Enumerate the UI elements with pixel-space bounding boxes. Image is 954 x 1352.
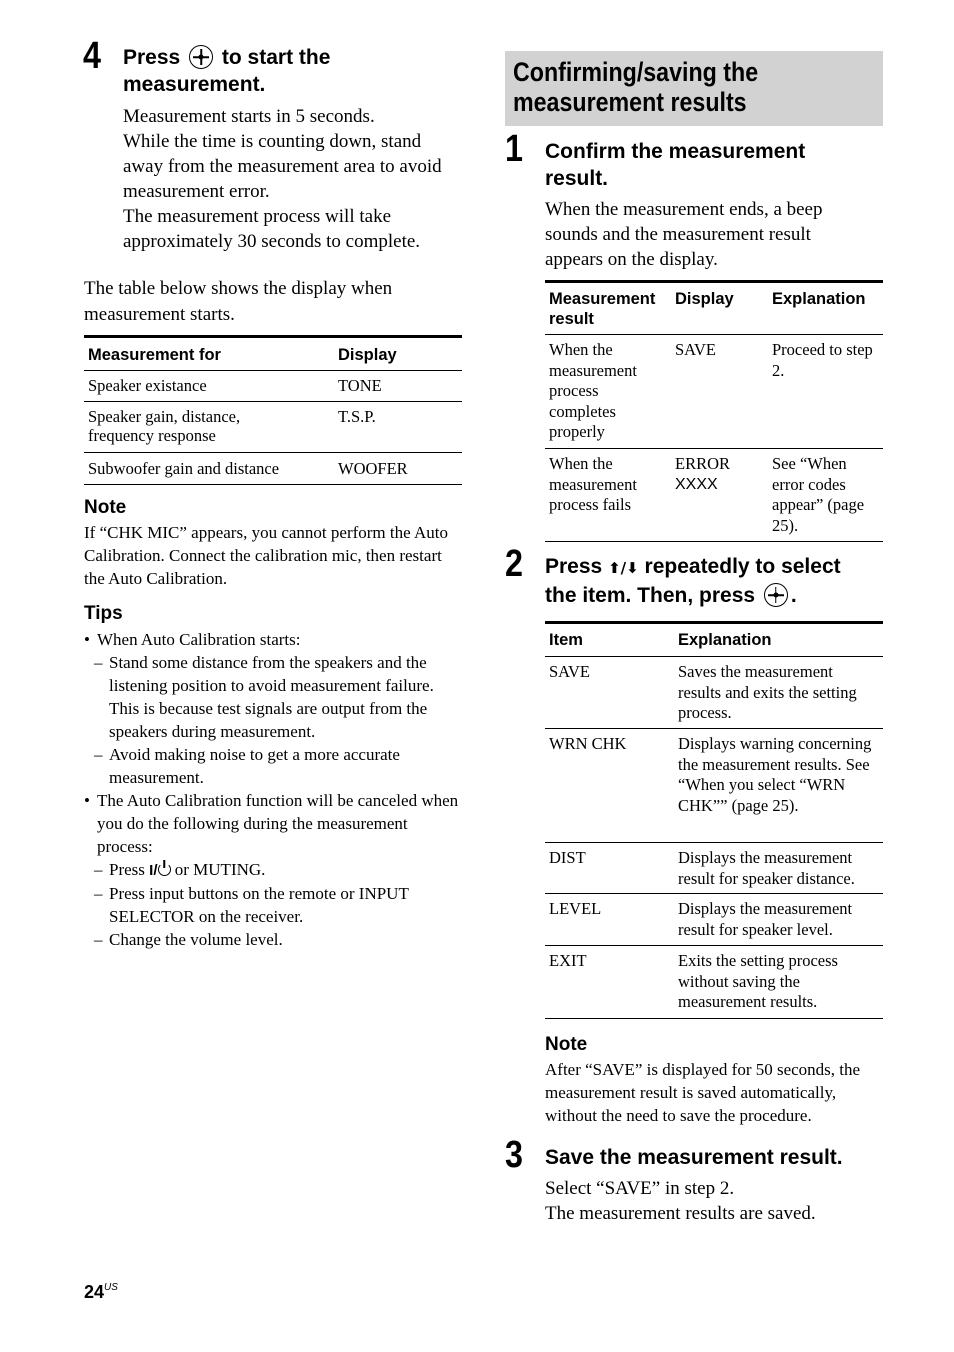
display-code: XXXX [675,475,718,493]
table-cell: TONE [338,376,382,395]
measurement-start-table [84,335,462,485]
table-row [545,335,883,449]
table-row [545,729,883,843]
table-cell: Speaker gain, distance, frequency response [88,407,241,445]
step-4-body [123,104,468,254]
display-code: ERROR [675,454,731,473]
step-3-line: Select “SAVE” in step 2. [545,1178,735,1199]
column-header: Explanation [678,631,772,649]
step-1-line: When the measurement ends, a beep [545,199,823,220]
step-2-heading-end: . [790,584,797,607]
step-4-heading [123,44,463,98]
step-1-heading [545,138,885,192]
table-row [545,843,883,894]
table-intro-line: The table below shows the display when [84,278,393,299]
table-row [545,449,883,542]
step-4-heading-pre: Press [123,46,181,69]
step-4-number: 4 [83,35,101,77]
table-cell: Subwoofer gain and distance [88,459,280,478]
section-title-line: measurement results [513,87,747,117]
item-explanation-table [545,621,883,1019]
step-4-line: approximately 30 seconds to complete. [123,231,421,252]
step-4-line: While the time is counting down, stand [123,131,422,152]
step-4-line: away from the measurement area to avoid [123,156,442,177]
column-header: Display [675,290,734,308]
step-4-line: Measurement starts in 5 seconds. [123,106,375,127]
table-cell: Displays the measurement result for speaker level. [678,899,853,939]
step-4-heading-post: to start the [221,46,331,69]
note-heading: Note [84,497,127,518]
page-suffix: US [104,1282,118,1293]
note-heading: Note [545,1034,588,1055]
step-4-line: measurement error. [123,181,270,202]
table-row [545,657,883,729]
step-2-heading-line2: the item. Then, press [545,584,756,607]
table-cell: T.S.P. [338,407,376,426]
enter-button-icon [189,45,213,69]
table-header-row [545,623,883,657]
table-intro [84,276,464,328]
table-cell: See “When error codes appear” (page 25). [772,454,865,535]
tip-text: Press [109,860,145,879]
step-1-body [545,197,885,272]
table-cell: WRN CHK [549,734,627,753]
list-item: • The Auto Calibration function will be canceled when you do the following during the measurement process: [84,789,462,858]
column-header: Item [549,631,583,649]
step-3-heading: Save the measurement result. [545,1146,843,1169]
up-down-arrow-icon: ⬆/⬇ [608,559,639,577]
enter-button-icon [764,583,788,607]
table-cell: Speaker existance [88,376,207,395]
list-item: – Avoid making noise to get a more accurate measurement. [84,743,462,789]
table-cell: Proceed to step 2. [772,340,873,380]
column-header: Display [338,346,397,364]
section-title-line: Confirming/saving the [513,57,759,87]
list-item: – Stand some distance from the speakers and the listening position to avoid measurement failure. This is because test signals are output from the speakers during measurement. [84,651,462,743]
list-item [84,858,462,882]
table-cell: LEVEL [549,899,602,918]
step-1-line: sounds and the measurement result [545,224,811,245]
section-title [513,57,758,117]
step-4-line: The measurement process will take [123,206,392,227]
list-item: • When Auto Calibration starts: [84,628,462,651]
column-header: Measurement result [549,290,656,328]
table-cell: WOOFER [338,459,408,478]
tips-heading: Tips [84,603,123,624]
measurement-result-table [545,280,883,542]
note-text: If “CHK MIC” appears, you cannot perform the Auto Calibration. Connect the calibration mic, then restart the Auto Calibration. [84,523,448,588]
note-text: After “SAVE” is displayed for 50 seconds, the measurement result is saved automatically, without the need to save the procedure. [545,1060,861,1125]
table-cell: SAVE [549,662,590,681]
table-cell [671,449,768,542]
table-cell: Displays the measurement result for speaker distance. [678,848,855,888]
table-cell: Displays warning concerning the measurement results. See “When you select “WRN CHK”” (page 25). [678,734,872,815]
step-3-body [545,1176,885,1226]
table-row [84,402,462,453]
step-2-heading-mid: repeatedly to select [644,555,841,578]
column-header: Measurement for [88,346,221,364]
table-row [545,894,883,946]
step-1-heading-line: result. [545,167,609,190]
step-2-number: 2 [505,543,523,585]
step-2-heading-pre: Press [545,555,603,578]
power-bar-glyph: I/ [149,862,158,879]
table-cell: When the measurement process completes properly [549,340,637,441]
table-header-row [84,337,462,371]
column-header: Explanation [772,290,866,308]
list-item: – Press input buttons on the remote or INPUT SELECTOR on the receiver. [84,882,462,928]
table-cell: SAVE [675,340,716,359]
step-1-line: appears on the display. [545,249,718,270]
step-4-heading-line2: measurement. [123,73,266,96]
table-cell: When the measurement process fails [549,454,637,514]
step-3-line: The measurement results are saved. [545,1203,816,1224]
table-cell: Saves the measurement results and exits the setting process. [678,662,857,722]
step-2-heading [545,553,890,609]
step-1-heading-line: Confirm the measurement [545,140,806,163]
table-cell: Exits the setting process without saving the measurement results. [678,951,838,1011]
table-cell: EXIT [549,951,587,970]
table-header-row [545,282,883,335]
step-1-number: 1 [505,128,523,170]
table-row [84,453,462,485]
tips-list [84,628,462,951]
table-cell: DIST [549,848,586,867]
page-number [84,1282,118,1303]
tip-text: or MUTING. [174,860,266,879]
list-item: – Change the volume level. [84,928,462,951]
table-row [84,371,462,402]
step-3-number: 3 [505,1134,523,1176]
power-icon [158,863,171,876]
section-title-banner [505,51,883,126]
page-number-value: 24 [84,1282,105,1302]
table-row [545,946,883,1019]
table-intro-line: measurement starts. [84,304,235,325]
